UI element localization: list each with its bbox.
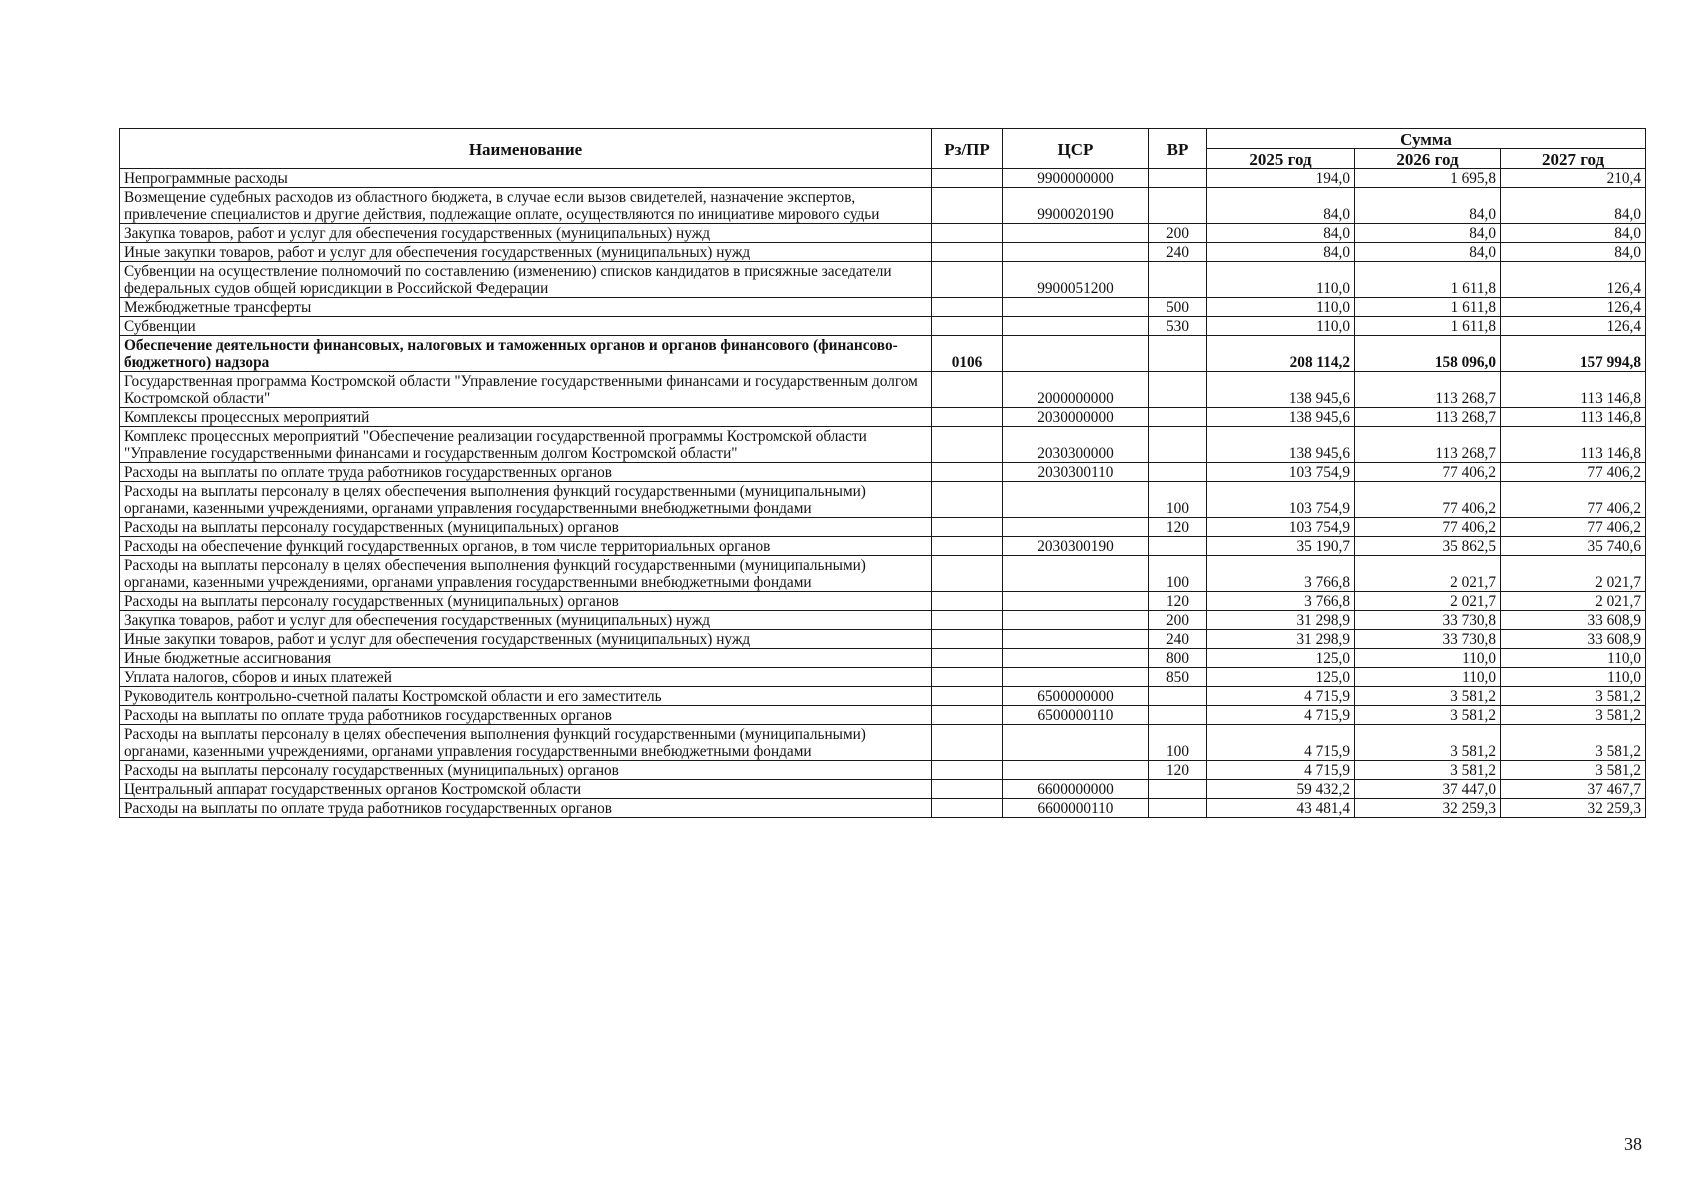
cell-csr: 6600000110 [1003,799,1149,818]
cell-name: Расходы на выплаты персоналу в целях обеспечения выполнения функций государственными (муниципальными) органами, казенными учреждениями, органами управления государственными внебюджетными фондами [120,556,932,592]
cell-vr: 500 [1149,298,1207,317]
cell-vr: 120 [1149,592,1207,611]
cell-v2025: 84,0 [1207,243,1355,262]
cell-vr: 240 [1149,243,1207,262]
cell-v2026: 35 862,5 [1355,537,1501,556]
cell-vr [1149,169,1207,188]
cell-rz [932,298,1003,317]
cell-csr [1003,611,1149,630]
cell-v2027: 77 406,2 [1501,518,1646,537]
cell-csr [1003,224,1149,243]
cell-vr: 850 [1149,668,1207,687]
cell-v2027: 3 581,2 [1501,706,1646,725]
table-row [120,556,1646,592]
cell-vr: 240 [1149,630,1207,649]
cell-csr [1003,725,1149,761]
cell-rz [932,169,1003,188]
table-row [120,630,1646,649]
cell-v2026: 84,0 [1355,224,1501,243]
cell-csr [1003,668,1149,687]
cell-vr [1149,372,1207,408]
cell-name: Расходы на обеспечение функций государственных органов, в том числе территориальных органов [120,537,932,556]
table-row [120,463,1646,482]
table-row [120,687,1646,706]
table-row [120,427,1646,463]
cell-vr: 120 [1149,518,1207,537]
cell-v2025: 110,0 [1207,298,1355,317]
cell-csr [1003,482,1149,518]
cell-v2026: 3 581,2 [1355,725,1501,761]
table-header [120,129,1646,169]
cell-v2027: 126,4 [1501,298,1646,317]
cell-rz [932,482,1003,518]
cell-rz [932,372,1003,408]
cell-v2027: 84,0 [1501,243,1646,262]
cell-name: Расходы на выплаты по оплате труда работников государственных органов [120,799,932,818]
cell-name: Расходы на выплаты по оплате труда работников государственных органов [120,463,932,482]
cell-vr: 200 [1149,224,1207,243]
cell-rz [932,687,1003,706]
header-2026: 2026 год [1355,149,1501,169]
cell-v2027: 113 146,8 [1501,408,1646,427]
cell-csr: 2000000000 [1003,372,1149,408]
header-rz: Рз/ПР [932,129,1003,169]
cell-rz [932,556,1003,592]
cell-name: Расходы на выплаты персоналу в целях обеспечения выполнения функций государственными (муниципальными) органами, казенными учреждениями, органами управления государственными внебюджетными фондами [120,482,932,518]
table-row [120,408,1646,427]
cell-v2026: 32 259,3 [1355,799,1501,818]
cell-name: Расходы на выплаты персоналу государственных (муниципальных) органов [120,518,932,537]
cell-v2026: 2 021,7 [1355,556,1501,592]
cell-v2027: 126,4 [1501,262,1646,298]
cell-rz [932,780,1003,799]
cell-vr: 530 [1149,317,1207,336]
cell-v2027: 126,4 [1501,317,1646,336]
cell-rz [932,224,1003,243]
cell-v2026: 77 406,2 [1355,463,1501,482]
cell-v2025: 3 766,8 [1207,556,1355,592]
cell-v2027: 113 146,8 [1501,427,1646,463]
cell-v2025: 138 945,6 [1207,372,1355,408]
cell-vr [1149,780,1207,799]
cell-v2027: 35 740,6 [1501,537,1646,556]
cell-rz [932,317,1003,336]
cell-v2025: 110,0 [1207,317,1355,336]
cell-v2026: 110,0 [1355,649,1501,668]
page-number: 38 [1624,1134,1642,1154]
cell-csr [1003,630,1149,649]
cell-vr: 100 [1149,482,1207,518]
cell-v2025: 4 715,9 [1207,706,1355,725]
cell-name: Комплекс процессных мероприятий "Обеспечение реализации государственной программы Костромской области "Управление государственными финансами и государственным долгом Костромской области" [120,427,932,463]
cell-name: Расходы на выплаты персоналу государственных (муниципальных) органов [120,761,932,780]
cell-vr: 200 [1149,611,1207,630]
cell-name: Закупка товаров, работ и услуг для обеспечения государственных (муниципальных) нужд [120,224,932,243]
cell-v2027: 2 021,7 [1501,592,1646,611]
header-2027: 2027 год [1501,149,1646,169]
cell-rz [932,668,1003,687]
cell-v2027: 77 406,2 [1501,482,1646,518]
cell-v2025: 4 715,9 [1207,687,1355,706]
table-row [120,169,1646,188]
cell-v2026: 37 447,0 [1355,780,1501,799]
cell-csr [1003,298,1149,317]
cell-vr [1149,427,1207,463]
cell-v2026: 33 730,8 [1355,630,1501,649]
cell-v2026: 1 611,8 [1355,262,1501,298]
cell-name: Расходы на выплаты персоналу в целях обеспечения выполнения функций государственными (муниципальными) органами, казенными учреждениями, органами управления государственными внебюджетными фондами [120,725,932,761]
cell-csr: 6500000110 [1003,706,1149,725]
cell-vr [1149,463,1207,482]
cell-v2027: 37 467,7 [1501,780,1646,799]
cell-vr [1149,706,1207,725]
cell-rz: 0106 [932,336,1003,372]
cell-csr [1003,592,1149,611]
cell-v2026: 1 611,8 [1355,298,1501,317]
cell-csr [1003,556,1149,592]
cell-csr [1003,317,1149,336]
cell-rz [932,611,1003,630]
table-row [120,243,1646,262]
table-row [120,224,1646,243]
cell-csr [1003,243,1149,262]
cell-csr: 6500000000 [1003,687,1149,706]
cell-csr: 2030300190 [1003,537,1149,556]
cell-rz [932,188,1003,224]
cell-v2026: 84,0 [1355,243,1501,262]
cell-v2027: 77 406,2 [1501,463,1646,482]
cell-v2026: 110,0 [1355,668,1501,687]
table-row [120,262,1646,298]
cell-name: Расходы на выплаты персоналу государственных (муниципальных) органов [120,592,932,611]
cell-csr: 2030300110 [1003,463,1149,482]
cell-csr [1003,649,1149,668]
cell-name: Комплексы процессных мероприятий [120,408,932,427]
cell-v2025: 125,0 [1207,668,1355,687]
cell-vr [1149,687,1207,706]
cell-v2027: 32 259,3 [1501,799,1646,818]
table-row [120,372,1646,408]
cell-v2025: 138 945,6 [1207,427,1355,463]
cell-v2026: 77 406,2 [1355,518,1501,537]
cell-vr [1149,188,1207,224]
cell-v2027: 3 581,2 [1501,687,1646,706]
cell-name: Расходы на выплаты по оплате труда работников государственных органов [120,706,932,725]
table-row [120,482,1646,518]
cell-v2025: 59 432,2 [1207,780,1355,799]
cell-rz [932,799,1003,818]
cell-v2027: 84,0 [1501,188,1646,224]
table-row [120,611,1646,630]
table-row [120,336,1646,372]
cell-csr: 2030300000 [1003,427,1149,463]
cell-name: Руководитель контрольно-счетной палаты Костромской области и его заместитель [120,687,932,706]
cell-rz [932,408,1003,427]
cell-v2025: 4 715,9 [1207,725,1355,761]
cell-v2025: 208 114,2 [1207,336,1355,372]
cell-v2026: 1 611,8 [1355,317,1501,336]
cell-v2025: 4 715,9 [1207,761,1355,780]
table-row [120,298,1646,317]
cell-v2025: 84,0 [1207,188,1355,224]
cell-v2025: 103 754,9 [1207,482,1355,518]
cell-name: Непрограммные расходы [120,169,932,188]
cell-name: Иные бюджетные ассигнования [120,649,932,668]
budget-table [119,128,1646,818]
header-sum: Сумма [1207,129,1646,149]
table-row [120,799,1646,818]
header-name: Наименование [120,129,932,169]
cell-v2025: 84,0 [1207,224,1355,243]
cell-rz [932,518,1003,537]
cell-vr [1149,262,1207,298]
table-row [120,317,1646,336]
table-row [120,518,1646,537]
cell-name: Государственная программа Костромской области "Управление государственными финансами и государственным долгом Костромской области" [120,372,932,408]
cell-v2027: 33 608,9 [1501,630,1646,649]
cell-v2026: 84,0 [1355,188,1501,224]
cell-v2025: 31 298,9 [1207,611,1355,630]
table-row [120,780,1646,799]
cell-v2025: 3 766,8 [1207,592,1355,611]
cell-name: Обеспечение деятельности финансовых, налоговых и таможенных органов и органов финансового (финансово-бюджетного) надзора [120,336,932,372]
header-vr: ВР [1149,129,1207,169]
cell-v2026: 33 730,8 [1355,611,1501,630]
cell-v2027: 210,4 [1501,169,1646,188]
cell-v2025: 35 190,7 [1207,537,1355,556]
cell-v2025: 125,0 [1207,649,1355,668]
cell-csr [1003,336,1149,372]
cell-csr: 9900051200 [1003,262,1149,298]
cell-name: Межбюджетные трансферты [120,298,932,317]
cell-v2027: 110,0 [1501,668,1646,687]
cell-rz [932,761,1003,780]
cell-name: Субвенции на осуществление полномочий по составлению (изменению) списков кандидатов в присяжные заседатели федеральных судов общей юрисдикции в Российской Федерации [120,262,932,298]
cell-v2026: 2 021,7 [1355,592,1501,611]
cell-csr: 9900020190 [1003,188,1149,224]
cell-v2025: 110,0 [1207,262,1355,298]
cell-v2026: 113 268,7 [1355,408,1501,427]
cell-v2027: 84,0 [1501,224,1646,243]
cell-name: Уплата налогов, сборов и иных платежей [120,668,932,687]
cell-name: Иные закупки товаров, работ и услуг для обеспечения государственных (муниципальных) нужд [120,630,932,649]
cell-v2026: 3 581,2 [1355,706,1501,725]
cell-vr: 800 [1149,649,1207,668]
cell-v2027: 3 581,2 [1501,761,1646,780]
cell-csr: 6600000000 [1003,780,1149,799]
header-csr: ЦСР [1003,129,1149,169]
cell-vr [1149,336,1207,372]
cell-v2026: 3 581,2 [1355,761,1501,780]
cell-v2026: 158 096,0 [1355,336,1501,372]
cell-vr: 100 [1149,725,1207,761]
table-row [120,537,1646,556]
cell-csr [1003,761,1149,780]
cell-name: Центральный аппарат государственных органов Костромской области [120,780,932,799]
cell-v2026: 3 581,2 [1355,687,1501,706]
table-row [120,725,1646,761]
cell-rz [932,649,1003,668]
cell-v2026: 77 406,2 [1355,482,1501,518]
cell-vr: 120 [1149,761,1207,780]
cell-rz [932,537,1003,556]
table-body [120,169,1646,818]
cell-vr [1149,408,1207,427]
cell-rz [932,592,1003,611]
cell-v2025: 194,0 [1207,169,1355,188]
table-row [120,706,1646,725]
cell-v2027: 113 146,8 [1501,372,1646,408]
cell-rz [932,463,1003,482]
cell-v2027: 3 581,2 [1501,725,1646,761]
table-row [120,761,1646,780]
cell-v2025: 43 481,4 [1207,799,1355,818]
table-row [120,649,1646,668]
cell-vr [1149,799,1207,818]
cell-rz [932,630,1003,649]
cell-name: Иные закупки товаров, работ и услуг для обеспечения государственных (муниципальных) нужд [120,243,932,262]
cell-v2026: 1 695,8 [1355,169,1501,188]
cell-csr [1003,518,1149,537]
cell-v2025: 103 754,9 [1207,463,1355,482]
cell-vr [1149,537,1207,556]
cell-v2026: 113 268,7 [1355,372,1501,408]
cell-v2025: 138 945,6 [1207,408,1355,427]
header-2025: 2025 год [1207,149,1355,169]
cell-rz [932,706,1003,725]
cell-name: Субвенции [120,317,932,336]
table-row [120,188,1646,224]
table-row [120,592,1646,611]
cell-vr: 100 [1149,556,1207,592]
cell-rz [932,262,1003,298]
budget-table-container [119,128,1645,818]
cell-v2027: 33 608,9 [1501,611,1646,630]
cell-rz [932,427,1003,463]
cell-v2027: 2 021,7 [1501,556,1646,592]
cell-v2026: 113 268,7 [1355,427,1501,463]
cell-csr: 9900000000 [1003,169,1149,188]
cell-name: Возмещение судебных расходов из областного бюджета, в случае если вызов свидетелей, назначение экспертов, привлечение специалистов и другие действия, подлежащие оплате, осуществляются по инициативе мирового судьи [120,188,932,224]
cell-name: Закупка товаров, работ и услуг для обеспечения государственных (муниципальных) нужд [120,611,932,630]
cell-v2025: 103 754,9 [1207,518,1355,537]
cell-v2027: 157 994,8 [1501,336,1646,372]
cell-csr: 2030000000 [1003,408,1149,427]
cell-v2027: 110,0 [1501,649,1646,668]
cell-rz [932,243,1003,262]
cell-rz [932,725,1003,761]
table-row [120,668,1646,687]
cell-v2025: 31 298,9 [1207,630,1355,649]
